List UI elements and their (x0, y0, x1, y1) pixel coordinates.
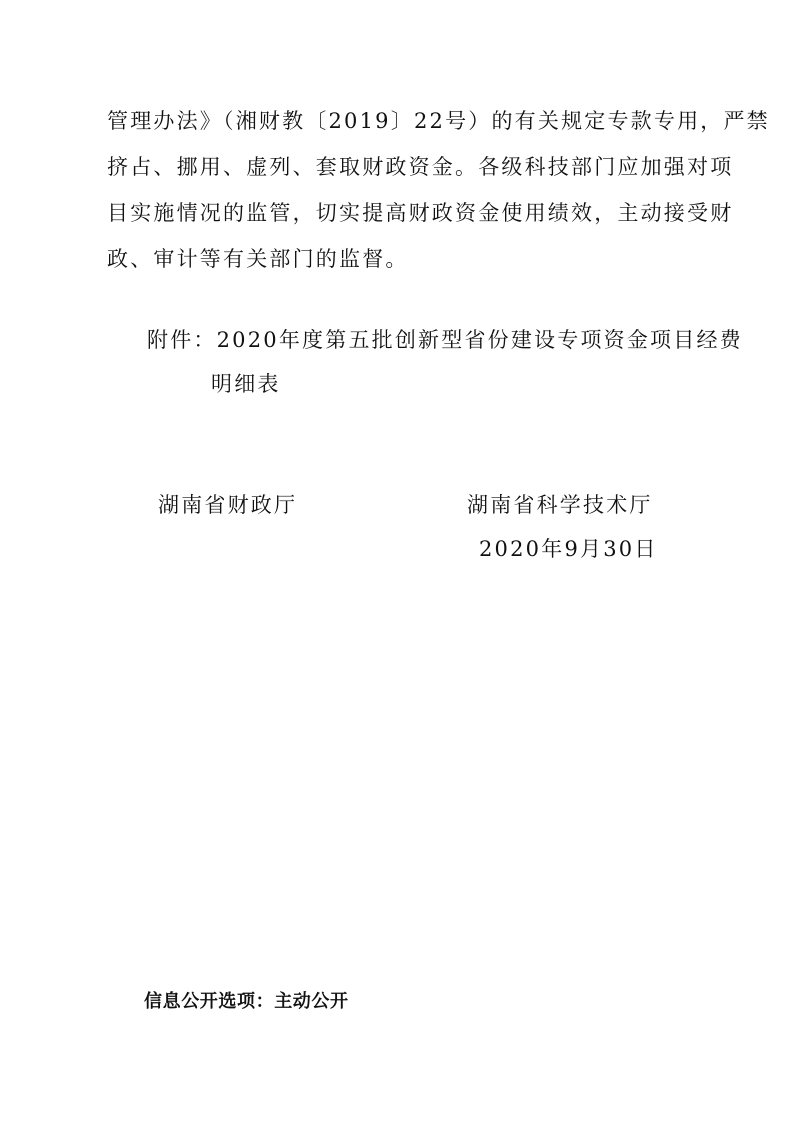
signature-right-org: 湖南省科学技术厅 (467, 493, 653, 517)
body-line-1: 管理办法》（湘财教〔2019〕22号）的有关规定专款专用，严禁 (107, 109, 770, 133)
attachment-continuation: 明细表 (211, 372, 281, 396)
body-line-2: 挤占、挪用、虚列、套取财政资金。各级科技部门应加强对项 (107, 155, 734, 179)
signature-date: 2020年9月30日 (479, 537, 658, 561)
body-line-3: 目实施情况的监管，切实提高财政资金使用绩效，主动接受财 (107, 201, 734, 225)
body-line-4: 政、审计等有关部门的监督。 (107, 247, 409, 271)
disclosure-footer: 信息公开选项：主动公开 (144, 991, 349, 1012)
attachment-label: 附件：2020年度第五批创新型省份建设专项资金项目经费 (147, 328, 743, 352)
signature-left-org: 湖南省财政厅 (158, 493, 298, 517)
